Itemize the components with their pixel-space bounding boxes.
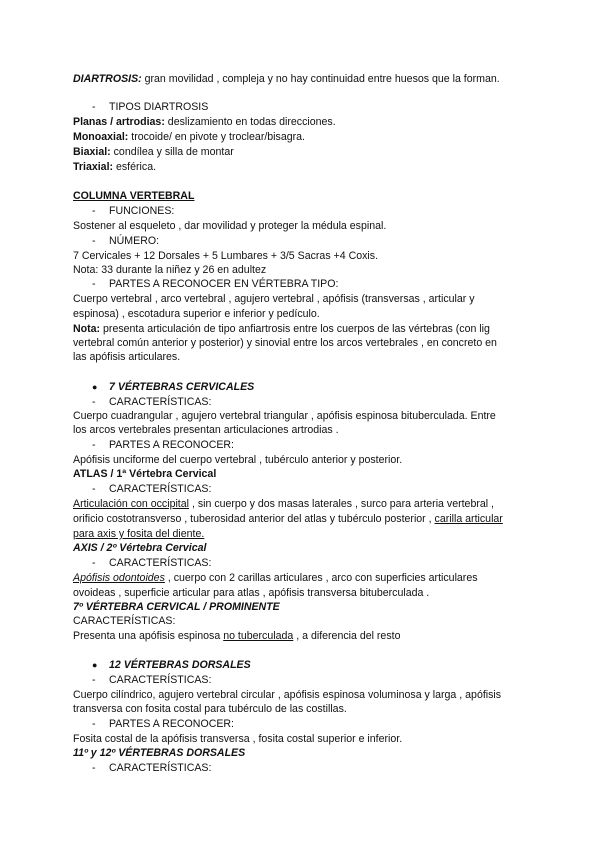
partes-tipo-text-1: Cuerpo vertebral , arco vertebral , agujero vertebral , apófisis (transversas , articular y	[73, 293, 475, 305]
prominente-underlined: no tuberculada	[223, 630, 294, 642]
atlas-text-2	[73, 513, 503, 526]
partes-label: PARTES A RECONOCER:	[109, 718, 234, 730]
cervicales-heading	[92, 381, 254, 394]
prominente-caract: CARACTERÍSTICAS:	[73, 615, 176, 627]
diartrosis-line	[73, 73, 500, 86]
planas-line	[73, 116, 336, 129]
cervicales-title: 7 VÉRTEBRAS CERVICALES	[109, 381, 255, 393]
caract-label: CARACTERÍSTICAS:	[109, 557, 212, 569]
prominente-heading: 7º VÉRTEBRA CERVICAL / PROMINENTE	[73, 601, 280, 613]
diartrosis-term: DIARTROSIS:	[73, 73, 142, 85]
atlas-text-1	[73, 498, 494, 511]
dash-marker: -	[92, 762, 96, 774]
caract-label: CARACTERÍSTICAS:	[109, 483, 212, 495]
atlas-text-2a: orificio costotransverso , tuberosidad anterior del atlas y tubérculo posterior ,	[73, 513, 435, 525]
atlas-heading: ATLAS / 1ª Vértebra Cervical	[73, 468, 217, 480]
diartrosis-def: gran movilidad , compleja y no hay continuidad entre huesos que la forman.	[141, 73, 500, 85]
funciones-label: FUNCIONES:	[109, 205, 175, 217]
triaxial-line	[73, 161, 156, 174]
dash-marker: -	[92, 439, 96, 451]
cervicales-caract-heading	[92, 396, 211, 409]
atlas-rest: , sin cuerpo y dos masas laterales , surco para arteria vertebral ,	[189, 498, 494, 510]
dorsales-partes-heading	[92, 718, 234, 731]
atlas-carilla-underlined: carilla articular	[434, 513, 503, 525]
bullet-marker: ●	[92, 660, 98, 670]
dash-marker: -	[92, 235, 96, 247]
numero-text: 7 Cervicales + 12 Dorsales + 5 Lumbares + 3/5 Sacras +4 Coxis.	[73, 250, 379, 262]
dorsales-partes-text: Fosita costal de la apófisis transversa , fosita costal superior e inferior.	[73, 733, 403, 745]
biaxial-line	[73, 146, 234, 159]
dorsales-heading	[92, 659, 251, 672]
planas-term: Planas / artrodias:	[73, 116, 165, 128]
columna-heading: COLUMNA VERTEBRAL	[73, 190, 195, 202]
nota-line-1	[73, 323, 490, 336]
dash-marker: -	[92, 101, 96, 113]
partes-tipo-label: PARTES A RECONOCER EN VÉRTEBRA TIPO:	[109, 278, 339, 290]
dorsales-caract-heading	[92, 674, 211, 687]
prominente-text-c: , a diferencia del resto	[293, 630, 401, 642]
axis-odontoides: Apófisis odontoides	[73, 572, 165, 584]
numero-note: Nota: 33 durante la niñez y 26 en adultez	[73, 264, 267, 276]
dash-marker: -	[92, 396, 96, 408]
triaxial-def: esférica.	[113, 161, 157, 173]
atlas-caract-heading	[92, 483, 211, 496]
dash-marker: -	[92, 674, 96, 686]
nota-label: Nota:	[73, 323, 101, 335]
axis-rest: , cuerpo con 2 carillas articulares , arco con superficies articulares	[164, 572, 478, 584]
caract-label: CARACTERÍSTICAS:	[109, 762, 212, 774]
cervicales-text-2: los arcos vertebrales presentan articulaciones artrodias .	[73, 424, 339, 436]
cervicales-partes-text: Apófisis unciforme del cuerpo vertebral , tubérculo anterior y posterior.	[73, 454, 403, 466]
axis-text-2: ovoideas , superficie articular para atlas , apófisis transversa bituberculada .	[73, 587, 430, 599]
nota-text: presenta articulación de tipo anfiartrosis entre los cuerpos de las vértebras (con lig	[100, 323, 490, 335]
tipos-heading	[92, 101, 208, 114]
dorsales-11-12-caract	[92, 762, 211, 775]
funciones-heading	[92, 205, 174, 218]
tipos-label: TIPOS DIARTROSIS	[109, 101, 209, 113]
dorsales-title: 12 VÉRTEBRAS DORSALES	[109, 659, 251, 671]
dash-marker: -	[92, 278, 96, 290]
cervicales-text-1: Cuerpo cuadrangular , agujero vertebral triangular , apófisis espinosa bituberculada. Entre	[73, 410, 496, 422]
dorsales-text-2: transversa con fosita costal para tubérculo de las costillas.	[73, 703, 347, 715]
biaxial-def: condílea y silla de montar	[110, 146, 234, 158]
partes-tipo-text-2: espinosa) , escotadura superior e inferior y pedículo.	[73, 308, 320, 320]
dash-marker: -	[92, 557, 96, 569]
axis-caract-heading	[92, 557, 211, 570]
numero-label: NÚMERO:	[109, 235, 160, 247]
dash-marker: -	[92, 483, 96, 495]
dash-marker: -	[92, 718, 96, 730]
nota-line-2: vertebral común anterior y posterior) y sinovial entre los arcos vertebrales , en concreto en	[73, 337, 497, 349]
partes-tipo-heading	[92, 278, 338, 291]
triaxial-term: Triaxial:	[73, 161, 114, 173]
caract-label: CARACTERÍSTICAS:	[109, 396, 212, 408]
monoaxial-term: Monoaxial:	[73, 131, 129, 143]
axis-heading: AXIS / 2º Vértebra Cervical	[73, 542, 207, 554]
dash-marker: -	[92, 205, 96, 217]
planas-def: deslizamiento en todas direcciones.	[164, 116, 336, 128]
partes-label: PARTES A RECONOCER:	[109, 439, 234, 451]
dorsales-11-12-heading: 11º y 12º VÉRTEBRAS DORSALES	[73, 747, 246, 759]
monoaxial-def: trocoide/ en pivote y troclear/bisagra.	[128, 131, 305, 143]
dorsales-text-1: Cuerpo cilíndrico, agujero vertebral circular , apófisis espinosa voluminosa y larga , apófisis	[73, 689, 502, 701]
atlas-underlined: Articulación con occipital	[73, 498, 189, 510]
caract-label: CARACTERÍSTICAS:	[109, 674, 212, 686]
prominente-text	[73, 630, 400, 643]
prominente-text-a: Presenta una apófisis espinosa	[73, 630, 224, 642]
monoaxial-line	[73, 131, 305, 144]
atlas-text-3: para axis y fosita del diente.	[73, 528, 205, 540]
biaxial-term: Biaxial:	[73, 146, 111, 158]
numero-heading	[92, 235, 159, 248]
cervicales-partes-heading	[92, 439, 234, 452]
axis-text-1	[73, 572, 478, 585]
nota-line-3: las apófisis articulares.	[73, 351, 181, 363]
funciones-text: Sostener al esqueleto , dar movilidad y proteger la médula espinal.	[73, 220, 387, 232]
bullet-marker: ●	[92, 382, 98, 392]
